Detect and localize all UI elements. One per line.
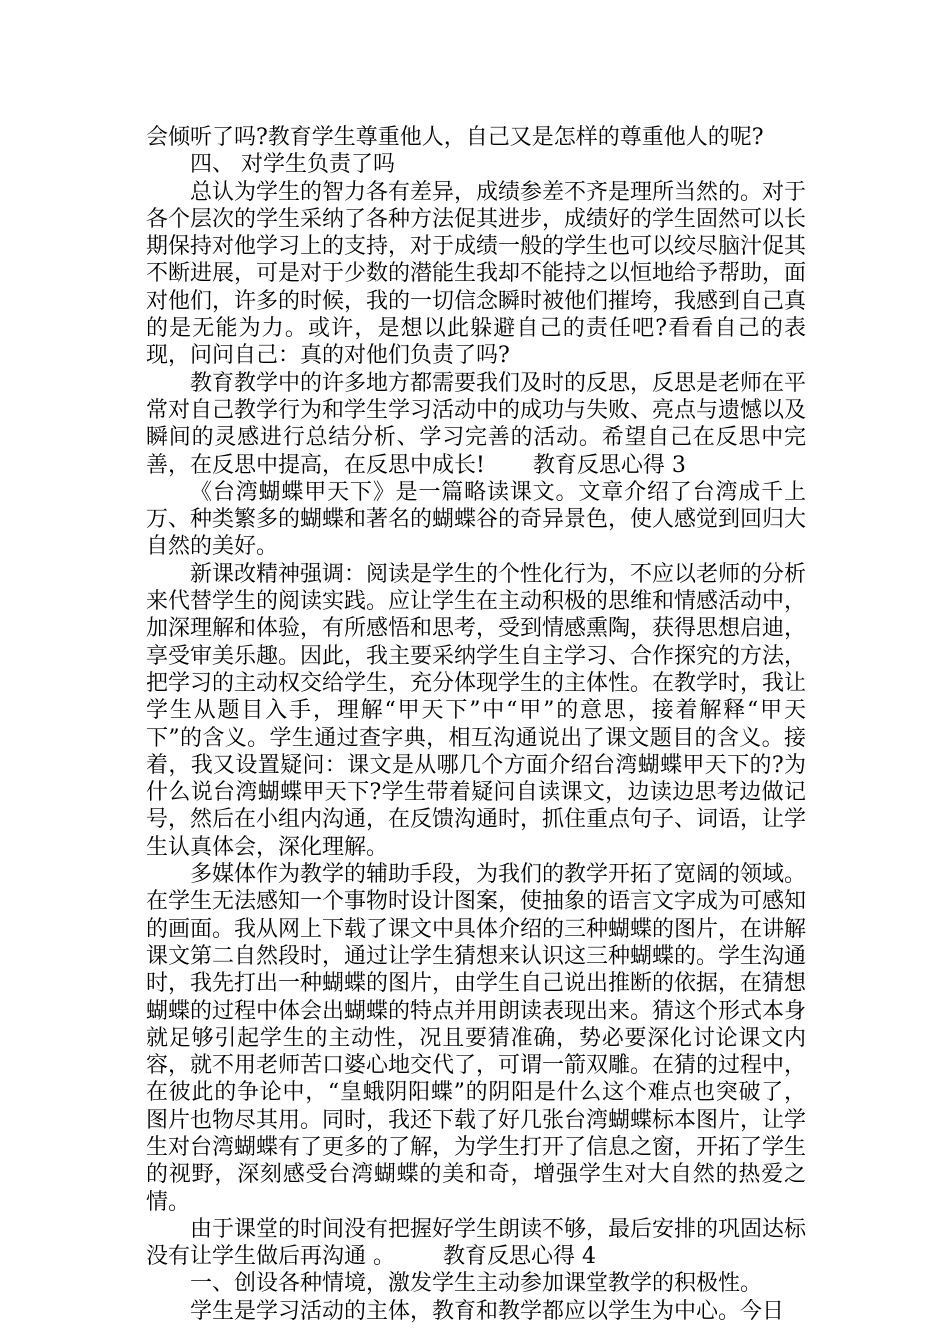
paragraph-text: 总认为学生的智力各有差异，成绩参差不齐是理所当然的。对于各个层次的学生采纳了各种方法促其进步，成绩好的学生固然可以长期保持对他学习上的支持，对于成绩一般的学生也可以绞尽脑汁促其不断进展，可是对于少数的潜能生我却不能持之以恒地给予帮助，面对他们，许多的时候，我的一切信念瞬时被他们摧垮，我感到自己真的是无能为力。或许，是想以此躲避自己的责任吧?看看自己的表现，问问自己：真的对他们负责了吗? (146, 179, 807, 369)
document-page (146, 124, 806, 1325)
paragraph-text: 多媒体作为教学的辅助手段，为我们的教学开拓了宽阔的领域。在学生无法感知一个事物时设计图案，使抽象的语言文字成为可感知的画面。我从网上下载了课文中具体介绍的三种蝴蝶的图片，在讲解课文第二自然段时，通过让学生猜想来认识这三种蝴蝶的。学生沟通时，我先打出一种蝴蝶的图片，由学生自己说出推断的依据，在猜想蝴蝶的过程中体会出蝴蝶的特点并用朗读表现出来。猜这个形式本身就足够引起学生的主动性，况且要猜准确，势必要深化讨论课文内容，就不用老师苦口婆心地交代了，可谓一箭双雕。在猜的过程中，在彼此的争论中，“皇蛾阴阳蝶”的阴阳是什么这个难点也突破了，图片也物尽其用。同时，我还下载了好几张台湾蝴蝶标本图片，让学生对台湾蝴蝶有了更多的了解，为学生打开了信息之窗，开拓了学生的视野，深刻感受台湾蝴蝶的美和奇，增强学生对大自然的热爱之情。 (146, 862, 807, 1215)
paragraph-6 (146, 561, 806, 861)
paragraph-text: 会倾听了吗?教育学生尊重他人，自己又是怎样的尊重他人的呢? (146, 125, 764, 150)
paragraph-10 (146, 1298, 806, 1325)
paragraph-7 (146, 861, 806, 1216)
section-title-reflection-4: 教育反思心得 4 (443, 1244, 596, 1270)
paragraph-text: 四、 对学生负责了吗 (190, 152, 395, 178)
paragraph-text: 新课改精神强调：阅读是学生的个性化行为，不应以老师的分析来代替学生的阅读实践。应让学生在主动积极的思维和情感活动中，加深理解和体验，有所感悟和思考，受到情感熏陶，获得思想启迪，享受审美乐趣。因此，我主要采纳学生自主学习、合作探究的方法，把学习的主动权交给学生，充分体现学生的主体性。在教学时，我让学生从题目入手，理解“甲天下”中“甲”的意思，接着解释“甲天下”的含义。学生通过查字典，相互沟通说出了课文题目的含义。接着，我又设置疑问：课文是从哪几个方面介绍台湾蝴蝶甲天下的?为什么说台湾蝴蝶甲天下?学生带着疑问自读课文，边读边思考边做记号，然后在小组内沟通，在反馈沟通时，抓住重点句子、词语，让学生认真体会，深化理解。 (146, 561, 807, 860)
section-heading-4 (146, 151, 806, 178)
paragraph-5 (146, 479, 806, 561)
paragraph-text: 教育教学中的许多地方都需要我们及时的反思，反思是老师在平常对自己教学行为和学生学习活动中的成功与失败、亮点与遗憾以及瞬间的灵感进行总结分析、学习完善的活动。希望自己在反思中完善，在反思中提高，在反思中成长! (146, 370, 807, 478)
paragraph-1 (146, 124, 806, 151)
paragraph-8 (146, 1216, 806, 1271)
paragraph-text: 一、创设各种情境，激发学生主动参加课堂教学的积极性。 (190, 1271, 763, 1297)
paragraph-text: 学生是学习活动的主体，教育和教学都应以学生为中心。今日 (190, 1298, 785, 1324)
paragraph-9 (146, 1270, 806, 1297)
paragraph-text: 《台湾蝴蝶甲天下》是一篇略读课文。文章介绍了台湾成千上万、种类繁多的蝴蝶和著名的蝴蝶谷的奇异景色，使人感觉到回归大自然的美好。 (146, 479, 807, 560)
section-title-reflection-3: 教育反思心得 3 (532, 452, 686, 478)
paragraph-text: 由于课堂的时间没有把握好学生朗读不够，最后安排的巩固达标没有让学生做后再沟通 。 (146, 1216, 807, 1270)
paragraph-4 (146, 370, 806, 479)
paragraph-3 (146, 179, 806, 370)
